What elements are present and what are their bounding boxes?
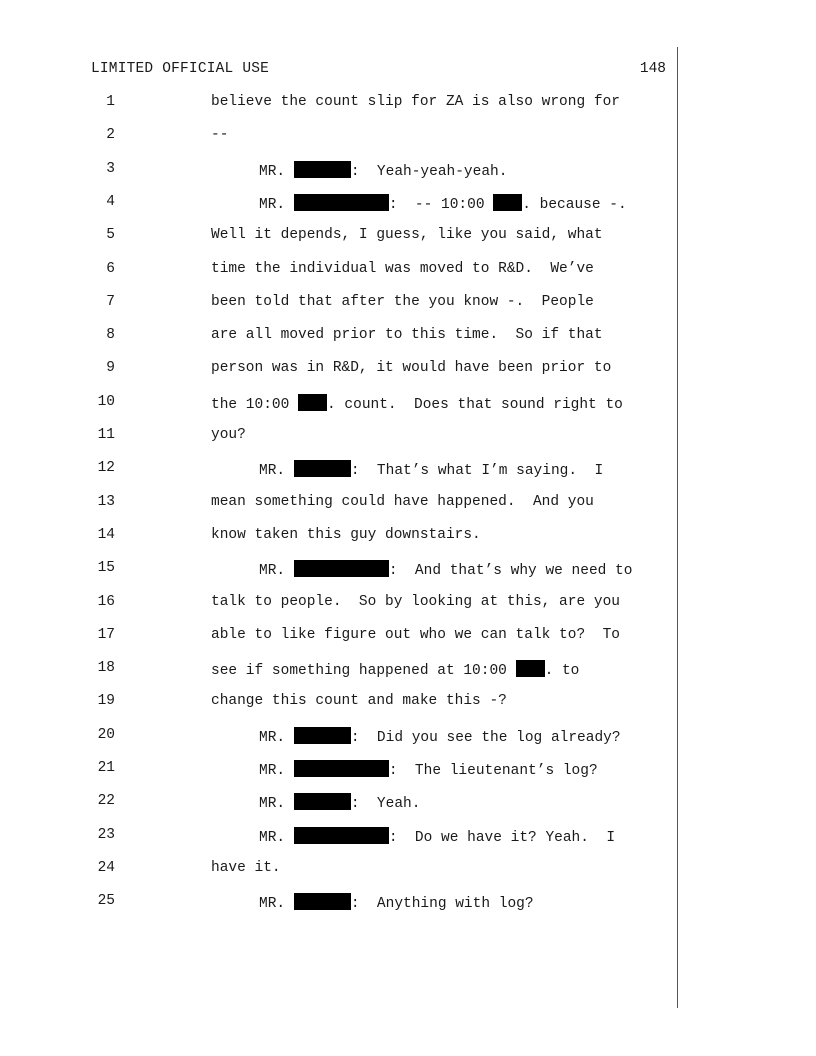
redaction-box (298, 394, 327, 411)
text-segment: have it. (211, 859, 281, 876)
redaction-box (294, 827, 389, 844)
transcript-line (0, 860, 816, 880)
text-segment: : Anything with log? (350, 896, 534, 913)
line-text (211, 360, 611, 376)
text-segment: : Yeah-yeah-yeah. (350, 163, 508, 180)
line-number: 1 (106, 94, 115, 110)
transcript-line (0, 161, 816, 181)
redaction-box (294, 460, 351, 477)
transcript-line (0, 94, 816, 114)
text-segment: MR. (259, 196, 294, 213)
text-segment: MR. (259, 563, 294, 580)
line-number: 21 (97, 760, 115, 776)
transcript-line (0, 594, 816, 614)
transcript-line (0, 560, 816, 580)
text-segment: are all moved prior to this time. So if that (211, 327, 603, 344)
transcript-line (0, 527, 816, 547)
text-segment: MR. (259, 796, 294, 813)
line-number: 22 (97, 793, 115, 810)
transcript-line (0, 660, 816, 680)
line-text (211, 227, 603, 243)
text-segment: change this count and make this -? (211, 693, 507, 710)
transcript-line (0, 893, 816, 913)
line-text (211, 261, 594, 277)
text-segment: MR. (259, 729, 294, 746)
line-number: 5 (106, 227, 115, 244)
text-segment: know taken this guy downstairs. (211, 526, 481, 543)
line-text (259, 560, 632, 579)
line-number: 20 (97, 726, 115, 743)
line-number: 17 (97, 626, 115, 643)
text-segment: able to like figure out who we can talk to? To (211, 626, 620, 643)
line-number: 7 (106, 293, 115, 310)
text-segment: : The lieutenant’s log? (388, 763, 598, 779)
line-number: 4 (106, 193, 115, 210)
transcript-line (0, 760, 816, 780)
line-number: 19 (97, 693, 115, 710)
page-header-classification: LIMITED OFFICIAL USE (91, 61, 270, 77)
line-text (211, 127, 228, 143)
text-segment: been told that after the you know -. People (211, 293, 594, 310)
text-segment: believe the count slip for ZA is also wrong for (211, 94, 620, 110)
text-segment: : Do we have it? Yeah. I (388, 829, 616, 846)
line-number: 18 (97, 660, 115, 677)
line-text (211, 294, 594, 310)
text-segment: . to (544, 663, 580, 680)
transcript-line (0, 494, 816, 514)
transcript-line (0, 127, 816, 147)
line-number: 9 (106, 360, 115, 377)
transcript-line (0, 460, 816, 480)
line-text (259, 760, 598, 779)
line-text (259, 893, 534, 912)
text-segment: MR. (259, 763, 294, 779)
text-segment: see if something happened at 10:00 (211, 663, 516, 680)
line-text (259, 727, 621, 746)
transcript-line (0, 427, 816, 447)
line-number: 2 (106, 127, 115, 144)
line-text (259, 460, 603, 479)
text-segment: : That’s what I’m saying. I (350, 463, 604, 480)
text-segment: : -- 10:00 (388, 196, 494, 213)
line-text (259, 194, 627, 213)
transcript-line (0, 793, 816, 813)
text-segment: : And that’s why we need to (388, 563, 633, 580)
text-segment: MR. (259, 163, 294, 180)
text-segment: person was in R&D, it would have been prior to (211, 360, 612, 377)
transcript-line (0, 827, 816, 847)
redaction-box (294, 560, 389, 577)
transcript-line (0, 261, 816, 281)
line-number: 12 (97, 460, 115, 477)
transcript-line (0, 194, 816, 214)
redaction-box (294, 893, 351, 910)
redaction-box (294, 760, 389, 777)
line-text (211, 94, 620, 110)
line-text (211, 394, 623, 413)
redaction-box (294, 793, 351, 810)
transcript-line (0, 227, 816, 247)
line-number: 8 (106, 327, 115, 344)
line-text (259, 793, 420, 812)
line-number: 11 (97, 427, 115, 443)
redaction-box (294, 161, 351, 178)
line-number: 10 (97, 393, 115, 410)
text-segment: you? (211, 427, 246, 443)
text-segment: . count. Does that sound right to (327, 396, 623, 413)
line-number: 16 (97, 593, 115, 610)
line-text (211, 693, 507, 709)
page-number: 148 (639, 61, 666, 77)
text-segment: MR. (259, 829, 294, 846)
line-text (211, 660, 579, 679)
line-number: 3 (106, 160, 115, 177)
redaction-box (294, 727, 351, 744)
line-text (211, 327, 603, 343)
text-segment: : Did you see the log already? (350, 729, 621, 746)
transcript-line (0, 394, 816, 414)
text-segment: MR. (259, 896, 294, 913)
transcript-line (0, 627, 816, 647)
redaction-box (493, 194, 522, 211)
line-text (211, 860, 281, 876)
text-segment: mean something could have happened. And you (211, 493, 594, 510)
transcript-line (0, 327, 816, 347)
line-number: 25 (97, 893, 115, 910)
line-text (211, 527, 481, 543)
line-text (211, 427, 246, 443)
line-text (211, 594, 620, 610)
line-text (211, 494, 594, 510)
line-text (259, 827, 615, 846)
text-segment: MR. (259, 463, 294, 480)
line-text (259, 161, 507, 180)
text-segment: Well it depends, I guess, like you said, what (211, 227, 603, 244)
line-number: 23 (97, 826, 115, 843)
line-number: 15 (97, 560, 115, 577)
redaction-box (294, 194, 389, 211)
line-number: 24 (97, 859, 115, 876)
line-number: 6 (106, 260, 115, 277)
transcript-line (0, 360, 816, 380)
text-segment: time the individual was moved to R&D. We’ve (211, 260, 594, 277)
line-text (211, 627, 620, 643)
line-number: 13 (97, 493, 115, 510)
text-segment: : Yeah. (350, 796, 421, 813)
text-segment: . because -. (522, 196, 627, 213)
redaction-box (516, 660, 545, 677)
text-segment: the 10:00 (211, 396, 299, 413)
transcript-line (0, 693, 816, 713)
text-segment: talk to people. So by looking at this, are you (211, 593, 620, 610)
line-number: 14 (97, 526, 115, 543)
transcript-line (0, 294, 816, 314)
transcript-line (0, 727, 816, 747)
text-segment: -- (211, 127, 229, 144)
